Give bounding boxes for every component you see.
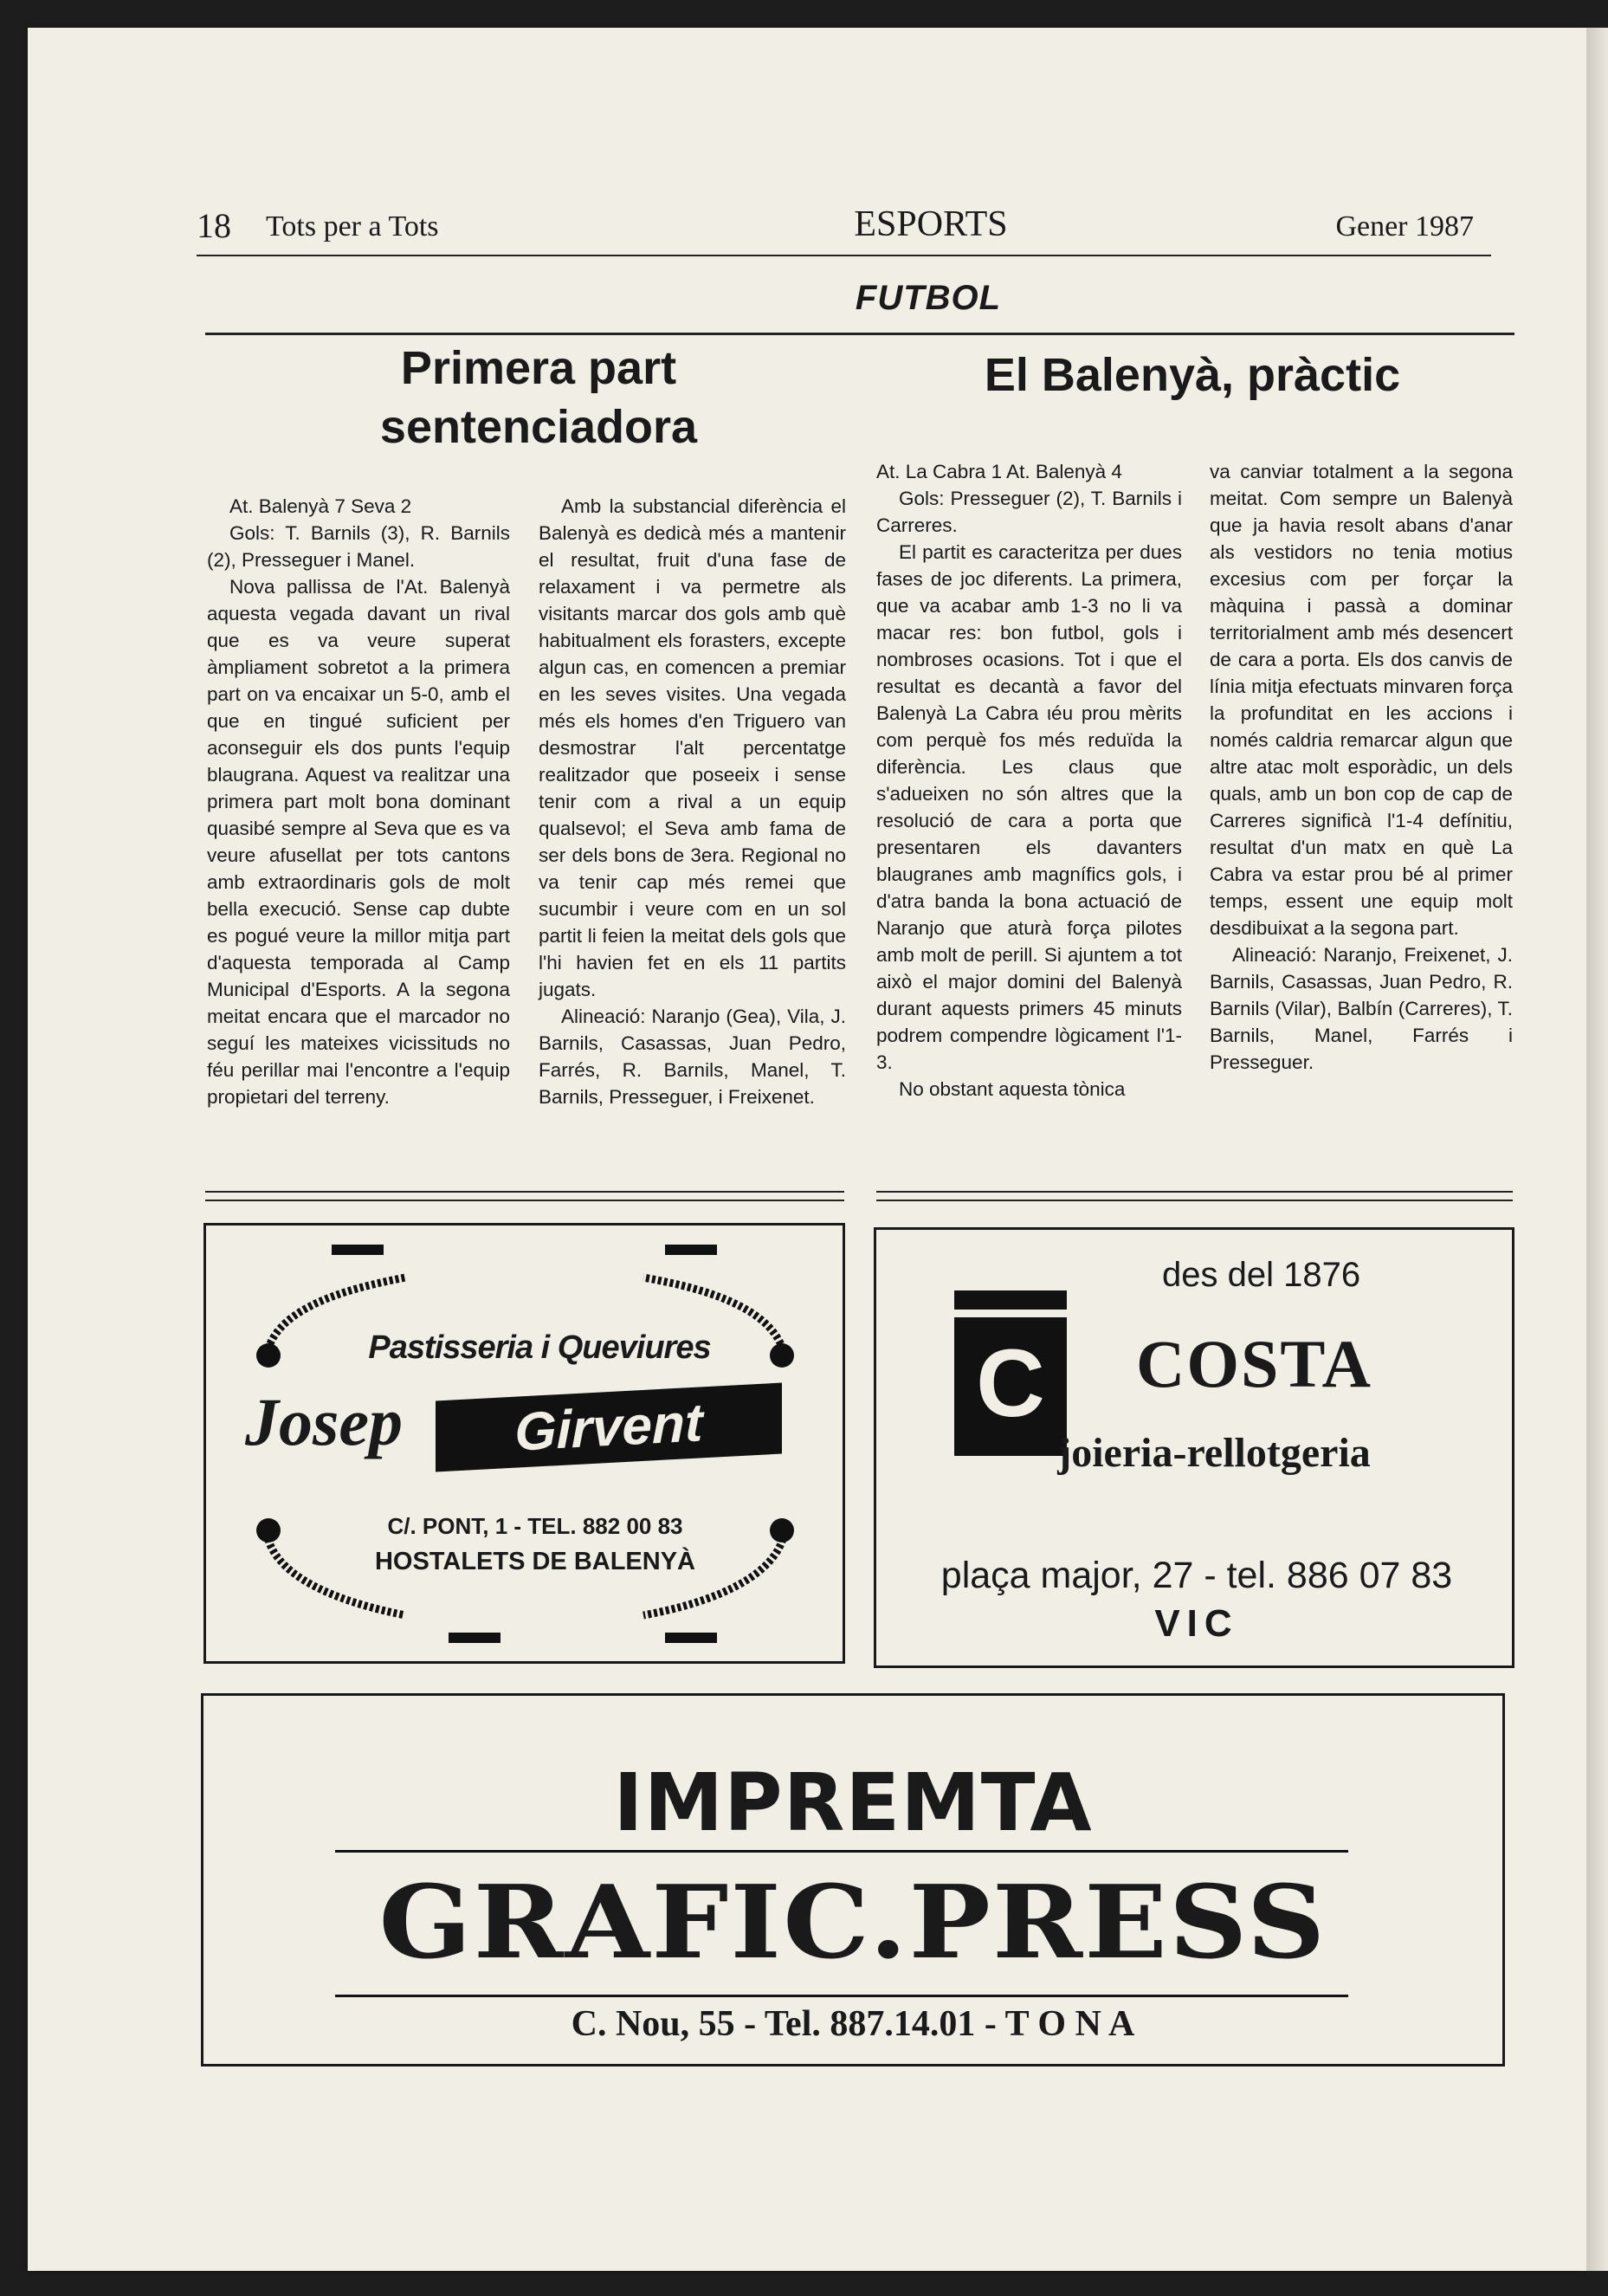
- article-left-column-2: [539, 493, 846, 1110]
- paragraph: Amb la substancial diferència el Balenyà es dedicà més a mantenir el resultat, fruit d'una fase de relaxament i va permetre als visitants marcar dos gols amb què habitualment els forasters, excepte algun cas, en comencen a premiar en les seves visites. Una vegada més els homes d'en Triguero van desmostrar l'alt percentatge realitzador que poseeix i sense tenir com a rival a un equip qualsevol; el Seva amb fama de ser dels bons de 3era. Regional no va tenir cap més remei que sucumbir i veure com en un sol partit li feien la meitat dels gols que l'hi havien fet en els 11 partits jugats.: [539, 495, 846, 1000]
- owner-surname: Girvent: [514, 1392, 703, 1463]
- page-spine: [1586, 28, 1608, 2271]
- article-right-column-2: [1210, 458, 1513, 1076]
- match-result: At. Balenyà 7 Seva 2: [229, 495, 412, 517]
- paragraph: va canviar totalment a la segona meitat. Com sempre un Balenyà que ja havia resolt abans d'anar als vestidors no tenia motius excesius com per forçar la màquina i passà a dominar territorialment amb més desencert de cara a porta. Els dos canvis de línia mitja efectuats minvaren força la profunditat en les accions i només caldria remarcar algun que altre atac molt esporàdic, un dels quals, amb un bon cop de cap de Carreres significà l'1-4 defínitiu, resultat d'un matx en què La Cabra va estar prou bé al primer temps, essent une equip molt desdibuixat a la segona part.: [1210, 461, 1513, 939]
- founded-text: des del 1876: [1162, 1256, 1361, 1294]
- section-rule: [205, 333, 1514, 335]
- paragraph: El partit es caracteritza per dues fases de joc diferents. La primera, que va acabar amb 1-3 no li va macar res: bon futbol, gols i nombroses ocasions. Tot i que el resultat es decantà a favor del Balenyà La Cabra ιéu prou mèrits com perquè fos més reduïda la diferència. Les claus que s'adueixen no són altres que la resolució de cara a porta que presentaren els davanters blaugranes amb magnífics gols, i d'atra banda la bona actuació de Naranjo que aturà força pilotes amb molt de perill. Si ajuntem a tot això el major domini del Balenyà durant aquests primers 45 minuts podrem compendre lògicament l'1-3.: [876, 541, 1182, 1073]
- section-label: FUTBOL: [855, 279, 1002, 317]
- logo-letter: C: [976, 1330, 1045, 1437]
- column-rule-left: [205, 1191, 844, 1201]
- page-number: 18: [197, 206, 231, 245]
- publication-name: Tots per a Tots: [266, 210, 439, 243]
- printer-label: IMPREMTA: [613, 1756, 1093, 1849]
- headline-right: El Balenyà, pràctic: [984, 349, 1401, 401]
- shop-town: HOSTALETS DE BALENYÀ: [374, 1548, 696, 1575]
- goals-line: Gols: T. Barnils (3), R. Barnils (2), Presseguer i Manel.: [207, 522, 510, 571]
- paragraph: No obstant aquesta tònica: [899, 1078, 1126, 1100]
- shop-type: Pastisseria i Queviures: [368, 1329, 711, 1366]
- article-left-column-1: [207, 493, 510, 1110]
- shop-address: C/. PONT, 1 - TEL. 882 00 83: [387, 1513, 683, 1539]
- lineup: Alineació: Naranjo, Freixenet, J. Barnils, Casassas, Juan Pedro, R. Barnils (Vilar), Balbín (Carreres), T. Barnils, Manel, Farrés i Presseguer.: [1210, 944, 1513, 1073]
- issue-date: Gener 1987: [1335, 210, 1474, 243]
- lineup: Alineació: Naranjo (Gea), Vila, J. Barnils, Casassas, Juan Pedro, Farrés, R. Barnils, Manel, T. Barnils, Presseguer, i Freixenet.: [539, 1006, 846, 1108]
- printer-name: GRAFIC.PRESS: [378, 1864, 1327, 1982]
- trade-type: joieria-rellotgeria: [1057, 1430, 1371, 1476]
- shop-address: plaça major, 27 - tel. 886 07 83: [940, 1555, 1453, 1596]
- column-rule-right: [876, 1191, 1513, 1201]
- headline-left: Primera part sentenciadora: [379, 342, 698, 453]
- paragraph: Nova pallissa de l'At. Balenyà aquesta vegada davant un rival que es va veure superat àmpliament sobretot a la primera part on va encaixar un 5-0, amb el que en tingué suficient per aconseguir els dos punts l'equip blaugrana. Aquest va realitzar una primera part molt bona dominant quasibé sempre al Seva que es va veure afusellat per tots cantons amb extraordinaris gols de molt bella execució. Sense cap dubte es pogué veure la millor mitja part d'aquesta temporada al Camp Municipal d'Esports. A la segona meitat encara que el marcador no seguí les mateixes vicissituds no féu perillar mai l'encontre a l'equip propietari del terreny.: [207, 576, 510, 1108]
- header-rule: [197, 255, 1491, 256]
- divider: [335, 1995, 1348, 1997]
- divider: [335, 1850, 1348, 1853]
- owner-first-name: Josep: [245, 1384, 403, 1459]
- goals-line: Gols: Presseguer (2), T. Barnils i Carreres.: [876, 488, 1182, 536]
- article-right-column-1: [876, 458, 1182, 1103]
- ad-costa: [874, 1227, 1514, 1668]
- shop-town: VIC: [1154, 1602, 1239, 1645]
- match-result: At. La Cabra 1 At. Balenyà 4: [876, 461, 1122, 482]
- ad-impremta: [201, 1693, 1505, 2066]
- section-title: ESPORTS: [854, 204, 1008, 244]
- magazine-page: [28, 28, 1586, 2271]
- brand-name: COSTA: [1136, 1326, 1372, 1401]
- ad-pastisseria: [203, 1223, 845, 1664]
- printer-address: C. Nou, 55 - Tel. 887.14.01 - T O N A: [571, 2004, 1135, 2044]
